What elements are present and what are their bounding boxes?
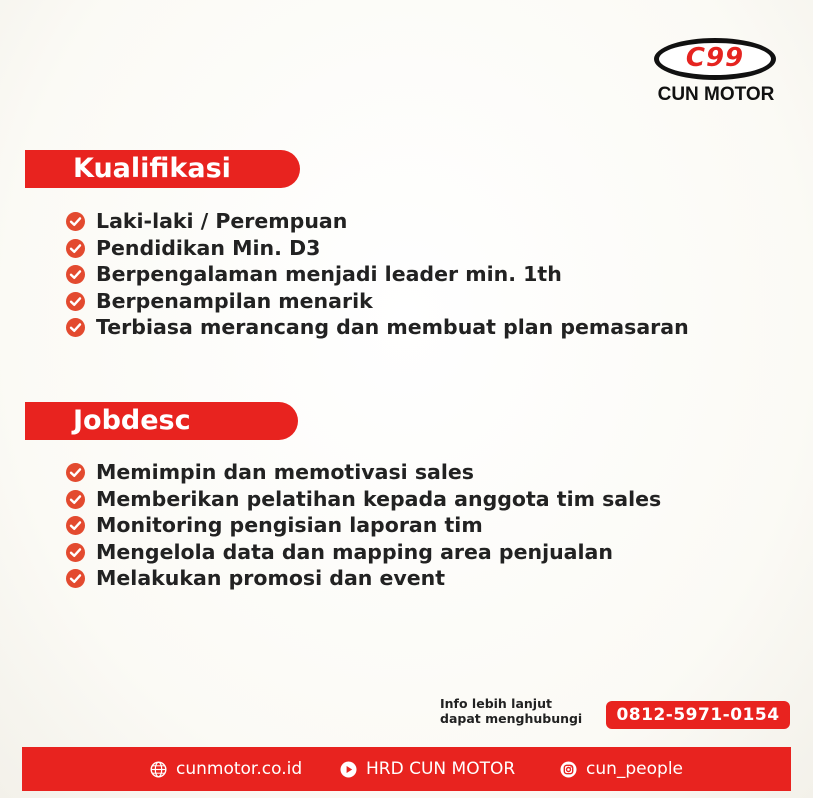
- list-item: [66, 208, 689, 235]
- footer-website[interactable]: [150, 747, 302, 791]
- contact-info-line1: Info lebih lanjut: [440, 696, 552, 711]
- list-item-text: Monitoring pengisian laporan tim: [96, 513, 483, 537]
- phone-number[interactable]: 0812-5971-0154: [606, 701, 790, 729]
- jobdesc-list: [66, 459, 661, 592]
- list-item-text: Berpengalaman menjadi leader min. 1th: [96, 262, 562, 286]
- list-item: [66, 565, 661, 592]
- list-item-text: Laki-laki / Perempuan: [96, 209, 348, 233]
- qualifications-list: [66, 208, 689, 341]
- list-item-text: Mengelola data dan mapping area penjualan: [96, 539, 613, 564]
- list-item-text: Terbiasa merancang dan membuat plan pemasaran: [96, 315, 689, 339]
- footer-youtube[interactable]: [340, 747, 515, 791]
- list-item-text: Memimpin dan memotivasi sales: [96, 460, 474, 484]
- list-item: [66, 288, 689, 315]
- check-circle-icon: [66, 543, 85, 562]
- footer-bar: [22, 747, 791, 791]
- qualifications-header: Kualifikasi: [25, 150, 300, 188]
- footer-youtube-text: HRD CUN MOTOR: [366, 759, 516, 779]
- footer-instagram-text: cun_people: [586, 759, 684, 779]
- logo-mark: C99: [685, 43, 745, 73]
- check-circle-icon: [66, 239, 85, 258]
- check-circle-icon: [66, 569, 85, 588]
- globe-icon: [150, 761, 167, 778]
- list-item: [66, 235, 689, 262]
- footer-instagram[interactable]: [560, 747, 683, 791]
- list-item-text: Memberikan pelatihan kepada anggota tim sales: [96, 486, 662, 511]
- check-circle-icon: [66, 516, 85, 535]
- jobdesc-header: Jobdesc: [25, 402, 298, 440]
- check-circle-icon: [66, 463, 85, 482]
- instagram-icon: [560, 761, 577, 778]
- list-item: [66, 314, 689, 341]
- youtube-icon: [340, 761, 357, 778]
- check-circle-icon: [66, 318, 85, 337]
- brand-name: CUN MOTOR: [657, 84, 775, 105]
- contact-info-line2: dapat menghubungi: [440, 711, 583, 726]
- list-item-text: Melakukan promosi dan event: [96, 566, 446, 590]
- list-item-text: Berpenampilan menarik: [96, 288, 373, 313]
- brand-logo: [648, 34, 784, 108]
- list-item: [66, 512, 661, 539]
- list-item: [66, 539, 661, 566]
- footer-website-text: cunmotor.co.id: [176, 759, 303, 779]
- list-item: [66, 486, 661, 513]
- list-item: [66, 459, 661, 486]
- check-circle-icon: [66, 212, 85, 231]
- check-circle-icon: [66, 292, 85, 311]
- contact-info: [440, 696, 600, 726]
- check-circle-icon: [66, 490, 85, 509]
- list-item: [66, 261, 689, 288]
- list-item-text: Pendidikan Min. D3: [96, 235, 321, 260]
- check-circle-icon: [66, 265, 85, 284]
